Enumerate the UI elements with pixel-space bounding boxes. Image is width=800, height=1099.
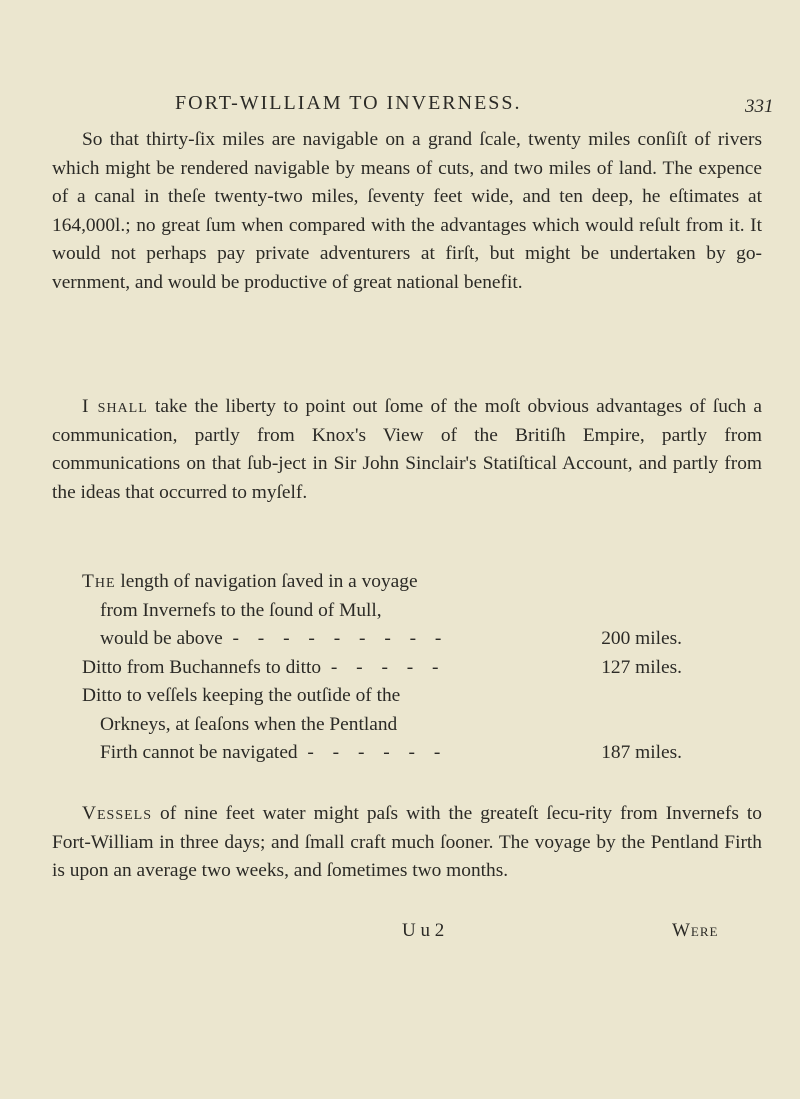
row-value: 200 miles.: [601, 628, 682, 649]
leader-dots: - - - - -: [330, 656, 446, 678]
signature-mark: U u 2: [402, 920, 445, 941]
row-value: 187 miles.: [601, 742, 682, 763]
paragraph-vessels: [52, 800, 762, 886]
table-row: [82, 654, 682, 683]
row-label-text: would be above: [100, 628, 223, 649]
leader-dots: - - - - - - - - -: [232, 628, 449, 649]
navigation-distance-table: [82, 568, 682, 768]
row-label-line: [82, 739, 552, 768]
paragraph-lead-words: I shall: [82, 396, 148, 417]
row-label-text: Ditto from Buchannefs to ditto: [82, 656, 322, 678]
running-head: FORT-WILLIAM TO INVERNESS.: [175, 92, 522, 114]
paragraph-canal-estimate: So that thirty-ſix miles are navigable on a grand ſcale, twenty miles conſiſt of rivers which might be rendered navigable by means of cuts, and two miles of land. The expence of a canal in theſe twenty-two miles, ſeventy feet wide, and ten deep, he eſtimates at 164,000l.; no great ſum when compared with the advantages which would reſult from it. It would not perhaps pay private adventurers at firſt, but might be undertaken by go-vernment, and would be productive of great national benefit.: [52, 129, 762, 293]
catchword: Were: [672, 920, 719, 941]
leader-dots: - - - - - -: [307, 742, 448, 763]
row-label-line: Ditto to veſſels keeping the outſide of the: [82, 685, 401, 706]
row-label-line: [82, 625, 552, 654]
paragraph-body: take the liberty to point out ſome of the moſt obvious advantages of ſuch a communication, partly from Knox's View of the Britiſh Empire, partly from communications on that ſub-ject in Sir John Sinclair's Statiſtical Account, and partly from the ideas that occurred to myſelf.: [52, 396, 762, 503]
row-label-text: Firth cannot be navigated: [100, 742, 298, 763]
paragraph-body: of nine feet water might paſs with the greateſt ſecu-rity from Invernefs to Fort-William in three days; and ſmall craft much ſooner. The voyage by the Pentland Firth is upon an average two weeks, and ſometimes two months.: [52, 803, 762, 881]
paragraph-advantages: [52, 393, 762, 507]
row-label-line: [82, 654, 552, 683]
page-number: 331: [745, 96, 774, 117]
paragraph-lead-words: Vessels: [82, 803, 153, 824]
row-label-text: length of navigation ſaved in a voyage: [115, 571, 418, 592]
row-value: 127 miles.: [601, 656, 682, 678]
table-row: [82, 682, 682, 768]
row-label-line: Orkneys, at ſeaſons when the Pentland: [100, 713, 398, 735]
row-label-line: [82, 568, 552, 597]
row-label-line: from Invernefs to the ſound of Mull,: [100, 599, 382, 621]
table-row: [82, 568, 682, 654]
row-lead-word: The: [82, 571, 116, 592]
